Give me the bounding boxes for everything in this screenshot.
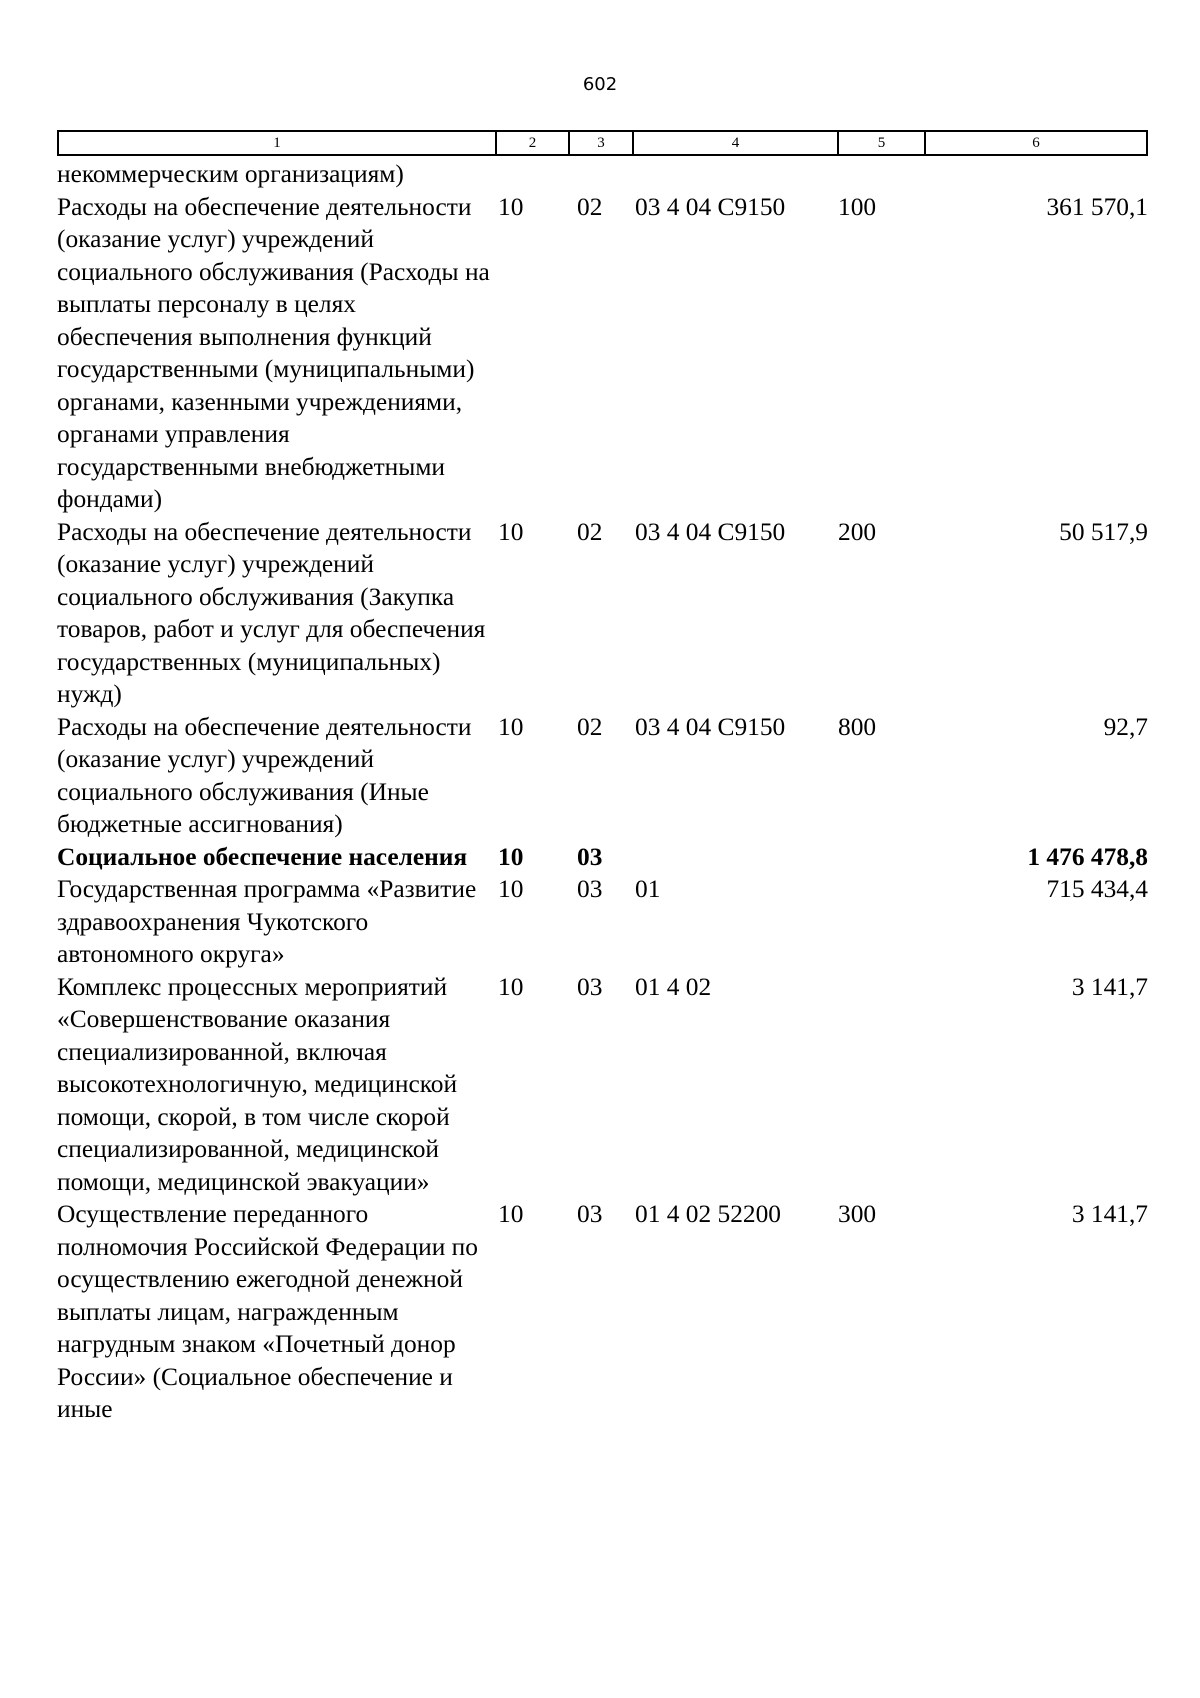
table-row (57, 711, 1148, 841)
cell-section: 10 (498, 972, 524, 1001)
header-col-2: 2 (497, 132, 570, 154)
cell-description: Осуществление переданного полномочия Российской Федерации по осуществлению ежегодной денежной выплаты лицам, награжденным нагрудным знаком «Почетный донор России» (Социальное обеспечение и иные (57, 1200, 478, 1423)
table-row (57, 873, 1148, 971)
cell-description: Расходы на обеспечение деятельности (оказание услуг) учреждений социального обслуживания (Иные бюджетные ассигнования) (57, 712, 472, 838)
budget-table (57, 158, 1148, 1426)
cell-expense-type: 100 (838, 192, 877, 221)
cell-target-code: 03 4 04 С9150 (635, 192, 786, 221)
table-header (57, 130, 1148, 156)
cell-expense-type: 200 (838, 517, 877, 546)
cell-section: 10 (498, 712, 524, 741)
cell-amount: 50 517,9 (1059, 517, 1148, 546)
cell-section: 10 (498, 875, 524, 903)
cell-description: Расходы на обеспечение деятельности (оказание услуг) учреждений социального обслуживания (Закупка товаров, работ и услуг для обеспечения государственных (муниципальных) нужд) (57, 517, 486, 708)
header-col-1: 1 (59, 132, 497, 154)
cell-subsection: 02 (577, 192, 603, 221)
cell-target-code: 01 4 02 (635, 972, 712, 1001)
cell-amount: 1 476 478,8 (1027, 842, 1148, 871)
cell-expense-type: 300 (838, 1200, 877, 1228)
cell-target-code: 03 4 04 С9150 (635, 712, 786, 741)
cell-subsection: 03 (577, 875, 603, 903)
header-col-4: 4 (634, 132, 839, 154)
header-col-6: 6 (1032, 134, 1040, 151)
cell-section: 10 (498, 192, 524, 221)
cell-amount: 361 570,1 (1046, 192, 1148, 221)
cell-description: Комплекс процессных мероприятий «Совершенствование оказания специализированной, включая высокотехнологичную, медицинской помощи, скорой, в том числе скорой специализированной, медицинской помощи, медицинской эвакуации» (57, 972, 458, 1196)
cell-target-code: 01 (635, 875, 661, 903)
cell-amount: 3 141,7 (1071, 1200, 1148, 1228)
table-row-section-total (57, 841, 1148, 874)
table-row (57, 516, 1148, 711)
header-col-3: 3 (570, 132, 634, 154)
cell-section: 10 (498, 517, 524, 546)
table-row (57, 158, 1148, 191)
cell-expense-type: 800 (838, 712, 877, 741)
cell-section: 10 (498, 842, 524, 871)
cell-subsection: 03 (577, 972, 603, 1001)
cell-description: Социальное обеспечение населения (57, 842, 468, 871)
cell-amount: 3 141,7 (1071, 972, 1148, 1001)
cell-subsection: 02 (577, 517, 603, 546)
cell-subsection: 03 (577, 1200, 603, 1228)
cell-target-code: 01 4 02 52200 (635, 1200, 781, 1228)
cell-section: 10 (498, 1200, 524, 1228)
page-number: 602 (582, 74, 618, 95)
table-row (57, 1198, 1148, 1426)
table-row (57, 191, 1148, 516)
header-col-5: 5 (839, 132, 926, 154)
cell-amount: 92,7 (1103, 712, 1148, 741)
cell-subsection: 02 (577, 712, 603, 741)
cell-description: Государственная программа «Развитие здравоохранения Чукотского автономного округа» (57, 875, 477, 968)
cell-description: некоммерческим организациям) (57, 160, 404, 188)
cell-target-code: 03 4 04 С9150 (635, 517, 786, 546)
cell-description: Расходы на обеспечение деятельности (оказание услуг) учреждений социального обслуживания (Расходы на выплаты персоналу в целях обеспечения выполнения функций государственными (муниципальными) органами, казенными учреждениями, органами управления государственными внебюджетными фондами) (57, 192, 490, 513)
cell-amount: 715 434,4 (1046, 875, 1148, 903)
cell-subsection: 03 (577, 842, 603, 871)
table-row (57, 971, 1148, 1199)
